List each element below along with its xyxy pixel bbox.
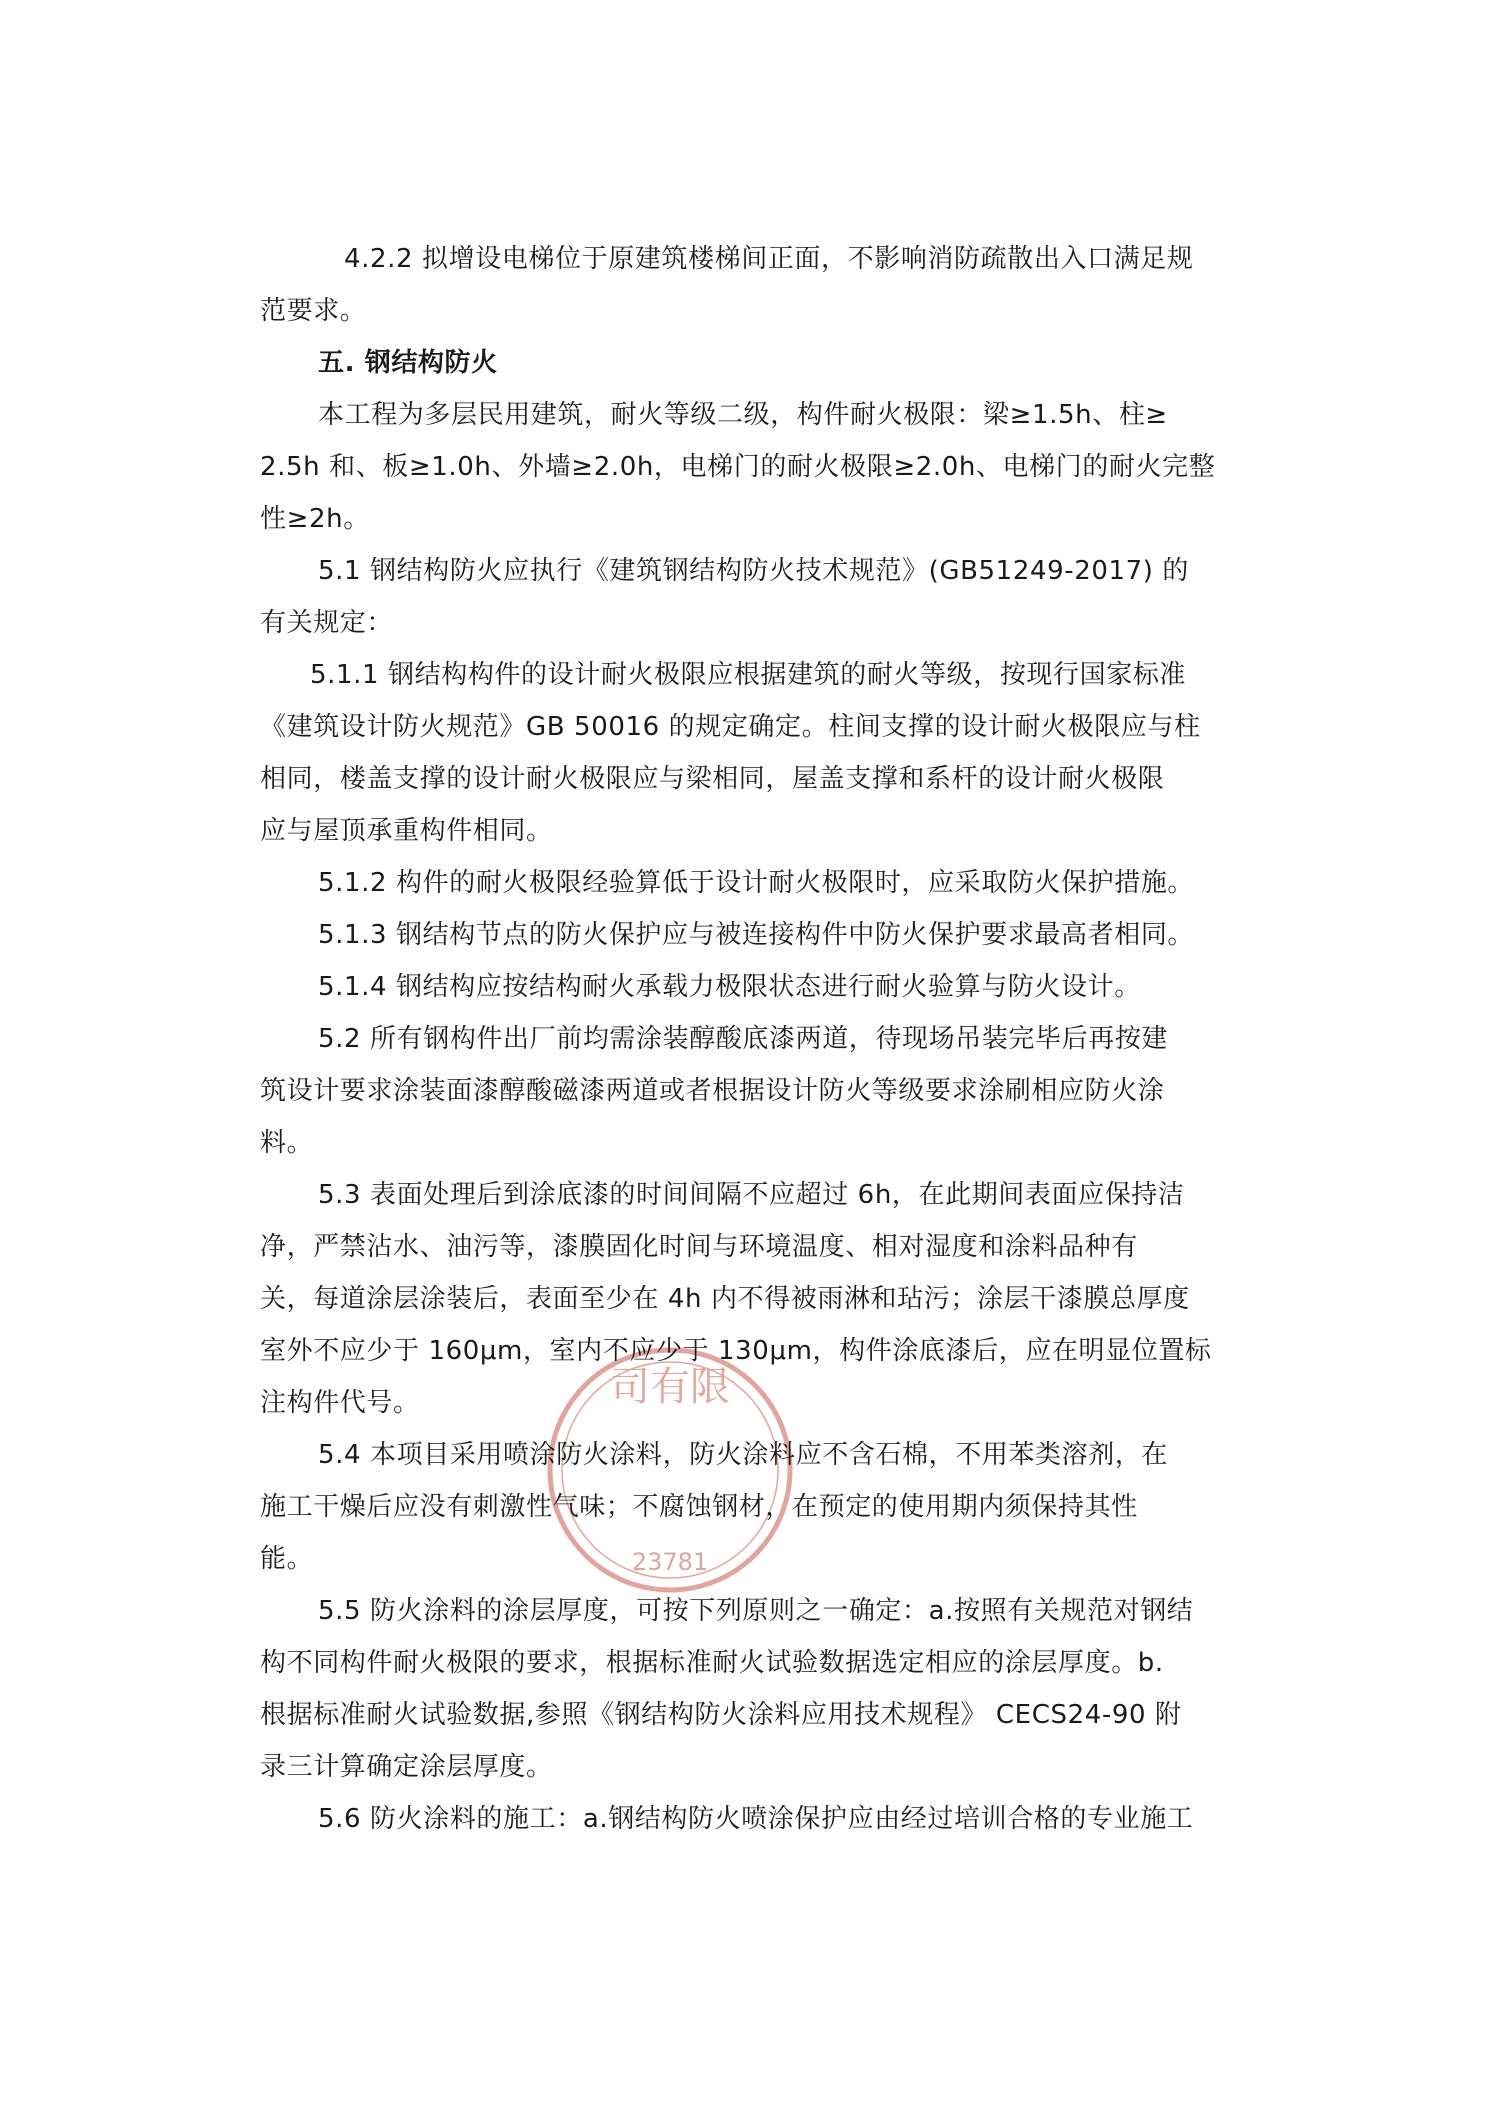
text-line: 范要求。 (260, 296, 367, 326)
text-line: 性≥2h。 (260, 504, 370, 534)
text-line: 室外不应少于 160μm，室内不应少于 130μm，构件涂底漆后，应在明显位置标 (260, 1336, 1212, 1366)
text-line: 根据标准耐火试验数据,参照《钢结构防火涂料应用技术规程》 CECS24-90 附 (260, 1700, 1182, 1730)
text-line: 关，每道涂层涂装后，表面至少在 4h 内不得被雨淋和玷污；涂层干漆膜总厚度 (260, 1284, 1190, 1314)
text-line: 有关规定： (260, 608, 394, 638)
text-line: 5.1.2 构件的耐火极限经验算低于设计耐火极限时，应采取防火保护措施。 (318, 868, 1195, 898)
stamp-text-digits: 23781 (631, 1548, 709, 1576)
text-line: 料。 (260, 1128, 314, 1158)
text-line: 录三计算确定涂层厚度。 (260, 1752, 553, 1782)
stamp-text-top: 司有限 (610, 1364, 730, 1410)
section-heading: 五. 钢结构防火 (318, 348, 498, 378)
text-line: 净，严禁沾水、油污等，漆膜固化时间与环境温度、相对湿度和涂料品种有 (260, 1232, 1138, 1262)
text-line: 注构件代号。 (260, 1388, 420, 1418)
text-line: 5.5 防火涂料的涂层厚度，可按下列原则之一确定：a.按照有关规范对钢结 (318, 1596, 1194, 1626)
text-line: 5.1 钢结构防火应执行《建筑钢结构防火技术规范》(GB51249-2017) 的 (318, 556, 1190, 586)
text-line: 《建筑设计防火规范》GB 50016 的规定确定。柱间支撑的设计耐火极限应与柱 (260, 712, 1201, 742)
text-line: 4.2.2 拟增设电梯位于原建筑楼梯间正面，不影响消防疏散出入口满足规 (344, 244, 1194, 274)
text-line: 能。 (260, 1544, 314, 1574)
text-line: 5.1.3 钢结构节点的防火保护应与被连接构件中防火保护要求最高者相同。 (318, 920, 1195, 950)
text-line: 5.4 本项目采用喷涂防火涂料，防火涂料应不含石棉，不用苯类溶剂，在 (318, 1440, 1169, 1470)
text-line: 5.1.1 钢结构构件的设计耐火极限应根据建筑的耐火等级，按现行国家标准 (310, 660, 1187, 690)
text-line: 本工程为多层民用建筑，耐火等级二级，构件耐火极限：梁≥1.5h、柱≥ (318, 400, 1168, 430)
text-line: 5.2 所有钢构件出厂前均需涂装醇酸底漆两道，待现场吊装完毕后再按建 (318, 1024, 1169, 1054)
text-line: 5.3 表面处理后到涂底漆的时间间隔不应超过 6h，在此期间表面应保持洁 (318, 1180, 1185, 1210)
text-line: 5.1.4 钢结构应按结构耐火承载力极限状态进行耐火验算与防火设计。 (318, 972, 1141, 1002)
text-line: 应与屋顶承重构件相同。 (260, 816, 553, 846)
text-line: 2.5h 和、板≥1.0h、外墙≥2.0h，电梯门的耐火极限≥2.0h、电梯门的耐火完整 (260, 452, 1216, 482)
text-line: 5.6 防火涂料的施工：a.钢结构防火喷涂保护应由经过培训合格的专业施工 (318, 1804, 1194, 1834)
text-line: 施工干燥后应没有刺激性气味；不腐蚀钢材，在预定的使用期内须保持其性 (260, 1492, 1138, 1522)
text-line: 筑设计要求涂装面漆醇酸磁漆两道或者根据设计防火等级要求涂刷相应防火涂 (260, 1076, 1165, 1106)
text-line: 相同，楼盖支撑的设计耐火极限应与梁相同，屋盖支撑和系杆的设计耐火极限 (260, 764, 1165, 794)
text-line: 构不同构件耐火极限的要求，根据标准耐火试验数据选定相应的涂层厚度。b. (260, 1648, 1164, 1678)
